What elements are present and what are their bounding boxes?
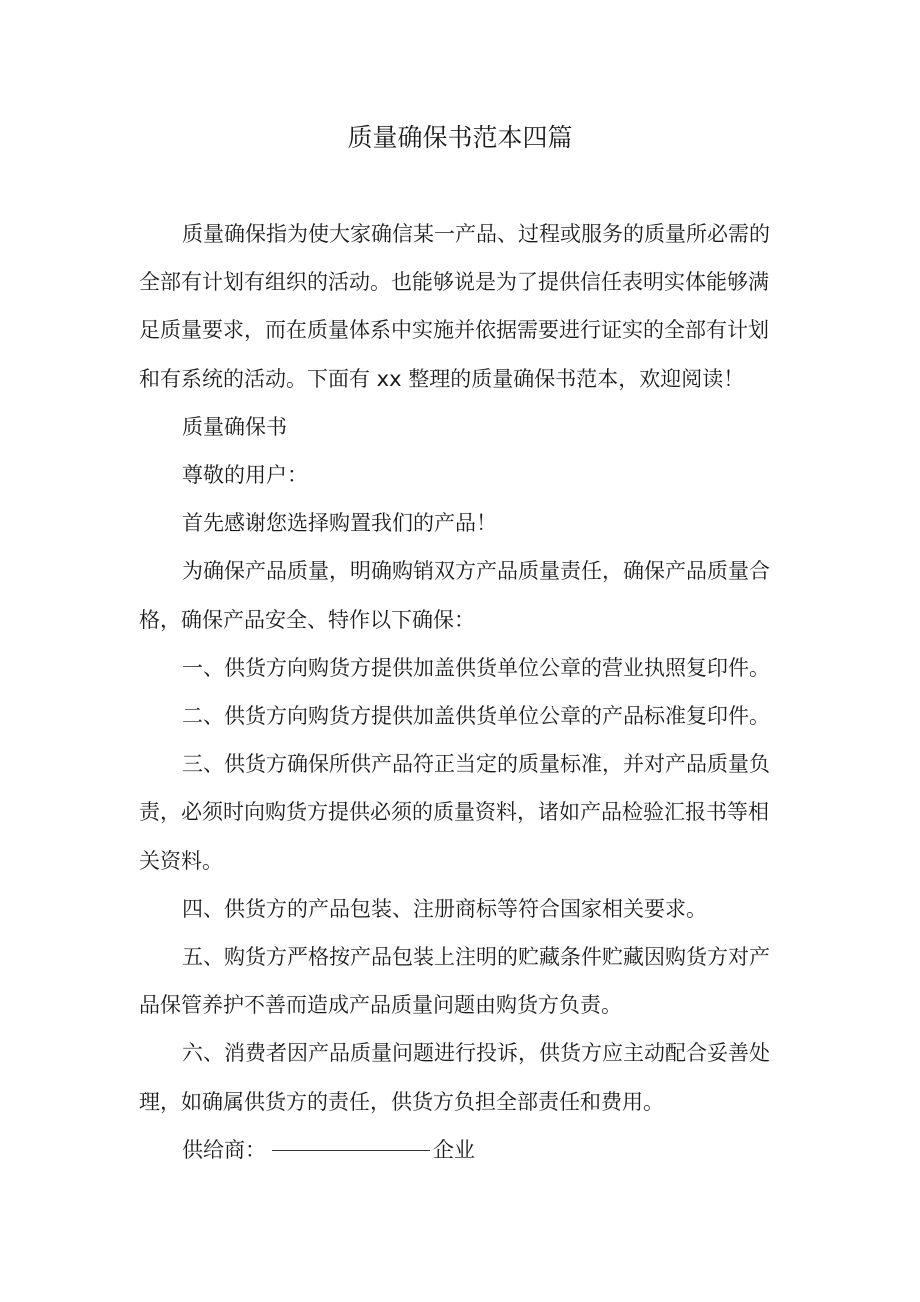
supplier-suffix: 企业 — [433, 1137, 475, 1162]
intro-paragraph: 质量确保指为使大家确信某一产品、过程或服务的质量所必需的全部有计划有组织的活动。也能够说是为了提供信任表明实体能够满足质量要求，而在质量体系中实施并依据需要进行证实的全部有计划和有系统的活动。下面有 xx 整理的质量确保书范本，欢迎阅读！ — [139, 222, 770, 391]
salutation: 尊敬的用户： — [182, 463, 308, 488]
supplier-label: 供给商： — [182, 1137, 266, 1162]
clause-6: 六、消费者因产品质量问题进行投诉，供货方应主动配合妥善处理，如确属供货方的责任，供货方负担全部责任和费用。 — [139, 1041, 770, 1114]
clause-4: 四、供货方的产品包装、注册商标等符合国家相关要求。 — [182, 896, 707, 921]
clause-2: 二、供货方向购货方提供加盖供货单位公章的产品标准复印件。 — [182, 704, 770, 729]
thanks-paragraph: 首先感谢您选择购置我们的产品！ — [182, 511, 497, 536]
supplier-line — [139, 1126, 789, 1174]
clause-1: 一、供货方向购货方提供加盖供货单位公章的营业执照复印件。 — [182, 655, 770, 680]
clause-5: 五、购货方严格按产品包装上注明的贮藏条件贮藏因购货方对产品保管养护不善而造成产品质量问题由购货方负责。 — [139, 945, 770, 1018]
clause-3: 三、供货方确保所供产品符正当定的质量标准，并对产品质量负责，必须时向购货方提供必须的质量资料，诸如产品检验汇报书等相关资料。 — [139, 752, 770, 873]
purpose-paragraph: 为确保产品质量，明确购销双方产品质量责任，确保产品质量合格，确保产品安全、特作以下确保： — [139, 559, 770, 632]
supplier-name-blank — [272, 1149, 430, 1151]
document-body — [139, 210, 789, 1174]
section-heading: 质量确保书 — [182, 414, 287, 439]
document-title: 质量确保书范本四篇 — [347, 123, 573, 152]
